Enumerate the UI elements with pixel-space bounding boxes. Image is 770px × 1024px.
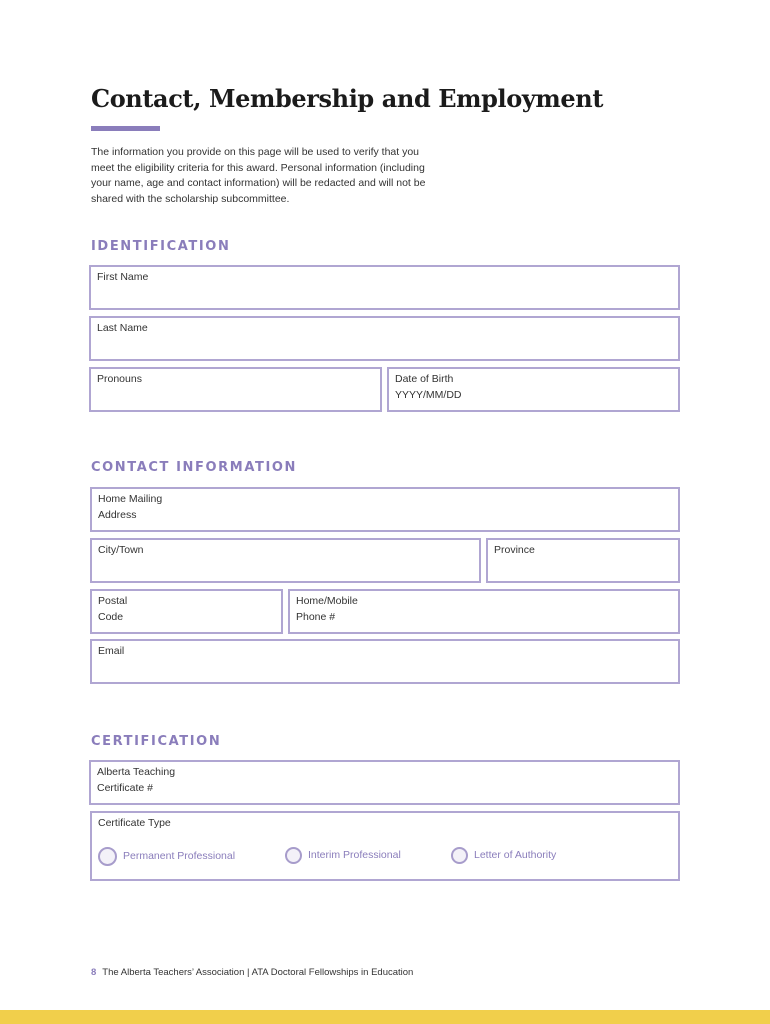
province-label: Province xyxy=(494,544,535,556)
certificate-type-label: Certificate Type xyxy=(98,817,171,829)
home-mobile-phone-label: Home/Mobile Phone # xyxy=(296,595,358,623)
page-number: 8 xyxy=(91,967,97,978)
home-mailing-address-field[interactable] xyxy=(90,487,680,532)
page-footer xyxy=(91,967,413,978)
date-of-birth-label: Date of Birth xyxy=(395,373,454,385)
city-town-field[interactable] xyxy=(90,538,481,583)
province-field[interactable] xyxy=(486,538,680,583)
city-town-label: City/Town xyxy=(98,544,144,556)
radio-interim-professional[interactable] xyxy=(285,847,401,864)
last-name-label: Last Name xyxy=(97,322,148,334)
first-name-field[interactable] xyxy=(89,265,680,310)
certificate-type-field xyxy=(90,811,680,881)
first-name-label: First Name xyxy=(97,271,149,283)
home-mobile-phone-field[interactable] xyxy=(288,589,680,634)
radio-circle-icon[interactable] xyxy=(285,847,302,864)
email-label: Email xyxy=(98,645,125,657)
postal-code-field[interactable] xyxy=(90,589,283,634)
postal-code-label: Postal Code xyxy=(98,595,128,623)
pronouns-label: Pronouns xyxy=(97,373,142,385)
alberta-teaching-certificate-label: Alberta Teaching Certificate # xyxy=(97,766,176,794)
radio-permanent-professional[interactable] xyxy=(98,847,235,866)
date-of-birth-field[interactable] xyxy=(387,367,680,412)
footer-color-bar xyxy=(0,1010,770,1024)
radio-permanent-professional-label: Permanent Professional xyxy=(123,849,236,862)
intro-paragraph: The information you provide on this page will be used to verify that you meet the eligibility criteria for this award. Personal information (including your name, age and contact information) will be redacted and will not be shared with the scholarship subcommittee. xyxy=(91,146,426,205)
alberta-teaching-certificate-field[interactable] xyxy=(89,760,680,805)
radio-letter-of-authority[interactable] xyxy=(451,847,556,864)
pronouns-field[interactable] xyxy=(89,367,382,412)
radio-circle-icon[interactable] xyxy=(451,847,468,864)
title-underline xyxy=(91,126,160,131)
date-of-birth-format-hint: YYYY/MM/DD xyxy=(395,388,462,401)
radio-interim-professional-label: Interim Professional xyxy=(308,848,401,861)
section-heading-certification: CERTIFICATION xyxy=(91,734,222,749)
home-mailing-address-label: Home Mailing Address xyxy=(98,493,163,521)
radio-circle-icon[interactable] xyxy=(98,847,117,866)
page-title: Contact, Membership and Employment xyxy=(91,84,604,113)
email-field[interactable] xyxy=(90,639,680,684)
section-heading-identification: IDENTIFICATION xyxy=(91,239,231,254)
footer-text: The Alberta Teachers’ Association | ATA Doctoral Fellowships in Education xyxy=(102,967,414,978)
radio-letter-of-authority-label: Letter of Authority xyxy=(474,848,557,861)
section-heading-contact-information: CONTACT INFORMATION xyxy=(91,460,298,475)
last-name-field[interactable] xyxy=(89,316,680,361)
